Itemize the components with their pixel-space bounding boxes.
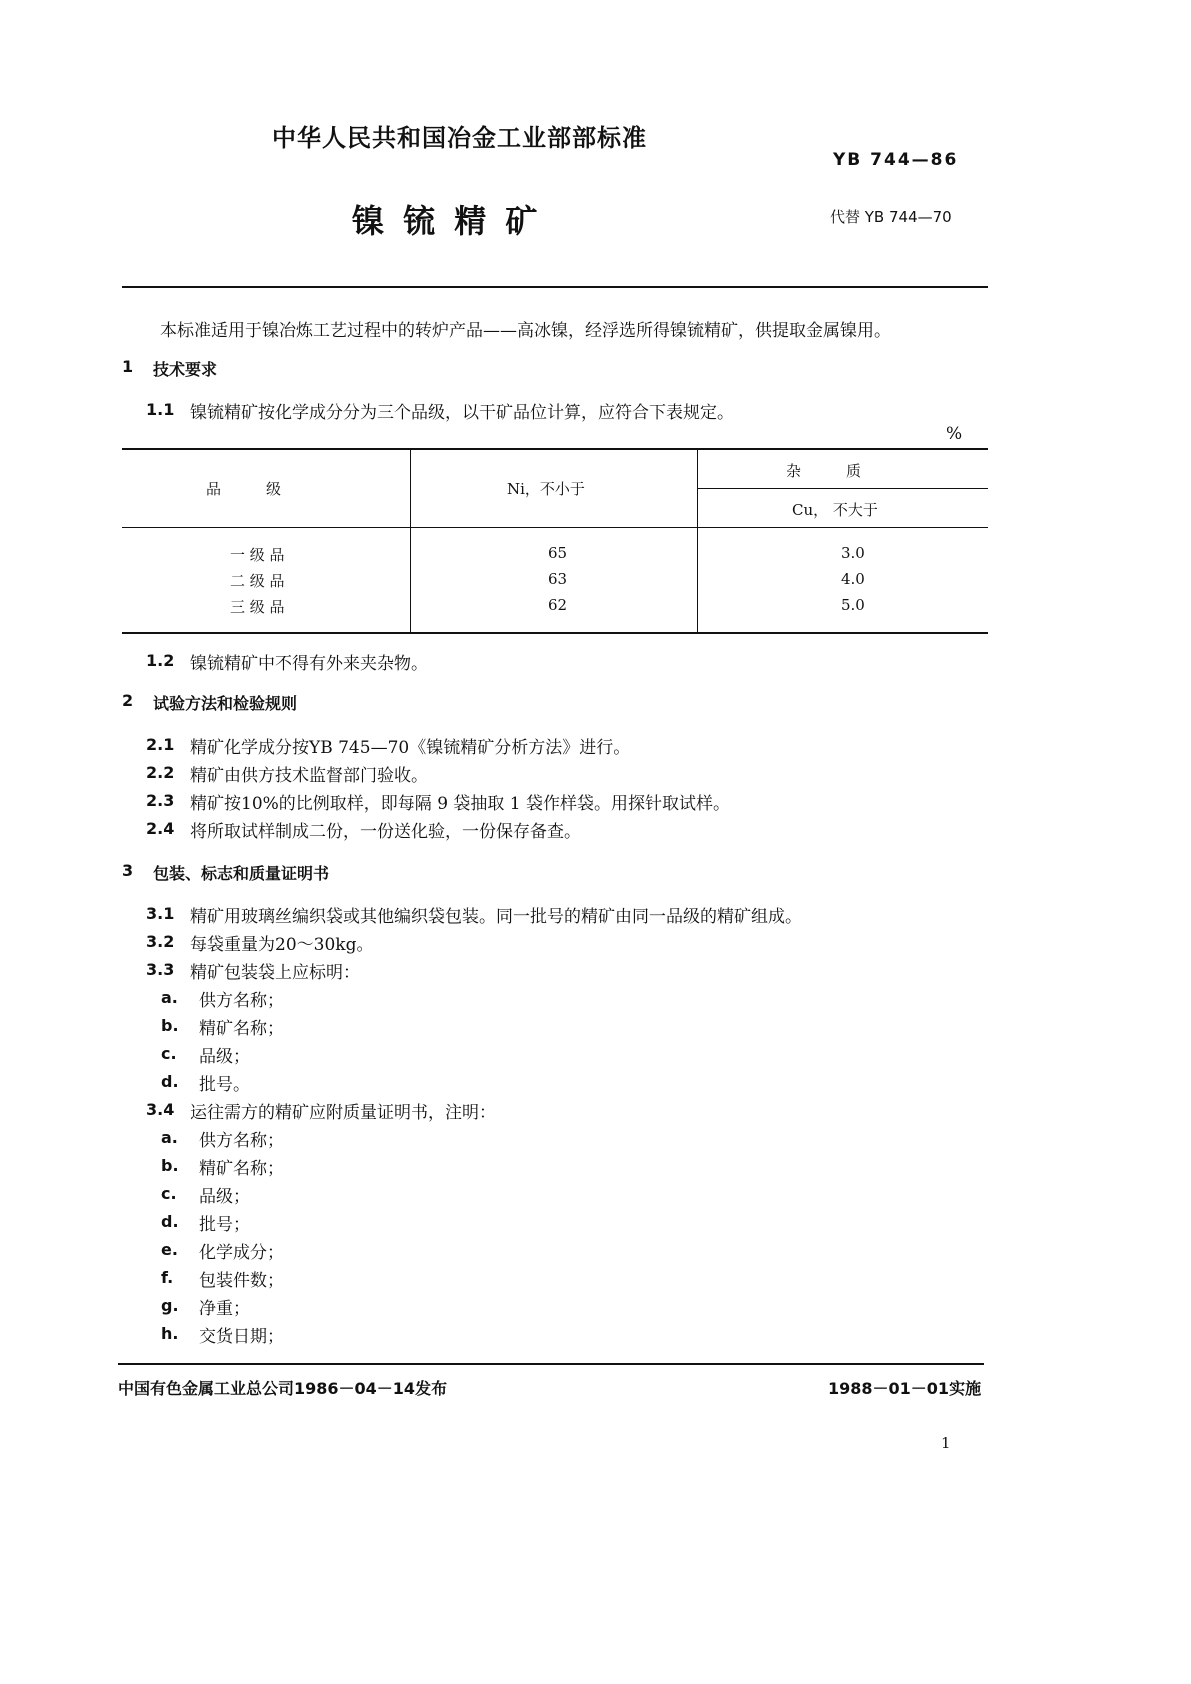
table-vline-2 <box>697 448 698 633</box>
table-row-3-ni: 62 <box>548 596 568 614</box>
table-row-3-cu: 5.0 <box>841 596 865 614</box>
list-item-letter: d. <box>161 1072 179 1091</box>
section-3-number: 3 <box>122 861 134 880</box>
list-item: 批号。 <box>199 1075 250 1095</box>
intro-paragraph: 本标准适用于镍冶炼工艺过程中的转炉产品——高冰镍，经浮选所得镍锍精矿，供提取金属镍用。 <box>160 321 891 341</box>
list-item-letter: c. <box>161 1184 177 1203</box>
clause-3-2-number: 3.2 <box>146 932 175 951</box>
list-item: 供方名称； <box>199 1131 284 1151</box>
clause-3-3-number: 3.3 <box>146 960 175 979</box>
header-rule <box>122 286 988 288</box>
list-item-letter: e. <box>161 1240 178 1259</box>
table-row-3-grade: 三 级 品 <box>230 598 285 616</box>
clause-3-1-text: 精矿用玻璃丝编织袋或其他编织袋包装。同一批号的精矿由同一品级的精矿组成。 <box>190 907 802 927</box>
table-sub-rule <box>698 488 988 489</box>
list-item: 批号； <box>199 1215 250 1235</box>
header-cu: Cu， 不大于 <box>792 501 878 519</box>
table-row-2-cu: 4.0 <box>841 570 865 588</box>
clause-3-4-text: 运往需方的精矿应附质量证明书，注明： <box>190 1103 496 1123</box>
clause-2-1-text: 精矿化学成分按YB 745—70《镍锍精矿分析方法》进行。 <box>190 738 631 758</box>
replaces-standard: 代替 YB 744—70 <box>830 208 952 226</box>
issue-info: 中国有色金属工业总公司1986－04－14发布 <box>118 1379 448 1398</box>
clause-3-1-number: 3.1 <box>146 904 175 923</box>
section-2-heading: 试验方法和检验规则 <box>153 694 298 713</box>
list-item: 交货日期； <box>199 1327 284 1347</box>
table-vline-1 <box>410 448 411 633</box>
list-item: 包装件数； <box>199 1271 284 1291</box>
unit-label: % <box>946 424 963 444</box>
list-item-letter: c. <box>161 1044 177 1063</box>
list-item: 精矿名称； <box>199 1159 284 1179</box>
section-2-number: 2 <box>122 691 134 710</box>
footer-rule <box>118 1363 984 1365</box>
table-bottom-rule <box>122 632 988 634</box>
table-row-2-ni: 63 <box>548 570 568 588</box>
list-item: 净重； <box>199 1299 250 1319</box>
clause-1-2-text: 镍锍精矿中不得有外来夹杂物。 <box>190 654 428 674</box>
header-impurity: 杂 质 <box>786 462 862 480</box>
page-number: 1 <box>941 1434 951 1452</box>
list-item-letter: h. <box>161 1324 179 1343</box>
clause-2-3-number: 2.3 <box>146 791 175 810</box>
clause-3-4-number: 3.4 <box>146 1100 175 1119</box>
clause-2-1-number: 2.1 <box>146 735 175 754</box>
list-item: 品级； <box>199 1187 250 1207</box>
list-item-letter: d. <box>161 1212 179 1231</box>
clause-3-2-text: 每袋重量为20～30kg。 <box>190 935 374 955</box>
table-row-1-ni: 65 <box>548 544 568 562</box>
clause-1-2-number: 1.2 <box>146 651 175 670</box>
document-title: 镍 锍 精 矿 <box>352 202 542 240</box>
list-item: 品级； <box>199 1047 250 1067</box>
list-item-letter: f. <box>161 1268 174 1287</box>
list-item: 精矿名称； <box>199 1019 284 1039</box>
list-item-letter: b. <box>161 1016 179 1035</box>
table-header-rule <box>122 527 988 528</box>
table-row-2-grade: 二 级 品 <box>230 572 285 590</box>
table-top-rule <box>122 448 988 450</box>
list-item-letter: g. <box>161 1296 179 1315</box>
standard-number: YB 744—86 <box>833 150 959 170</box>
clause-2-4-text: 将所取试样制成二份，一份送化验，一份保存备查。 <box>190 822 581 842</box>
list-item-letter: a. <box>161 988 178 1007</box>
section-1-heading: 技术要求 <box>153 360 218 379</box>
list-item-letter: b. <box>161 1156 179 1175</box>
issuing-agency: 中华人民共和国冶金工业部部标准 <box>272 124 647 152</box>
clause-2-2-number: 2.2 <box>146 763 175 782</box>
effective-date: 1988－01－01实施 <box>828 1379 982 1398</box>
list-item-letter: a. <box>161 1128 178 1147</box>
table-row-1-cu: 3.0 <box>841 544 865 562</box>
table-row-1-grade: 一 级 品 <box>230 546 285 564</box>
clause-2-2-text: 精矿由供方技术监督部门验收。 <box>190 766 428 786</box>
clause-3-3-text: 精矿包装袋上应标明： <box>190 963 360 983</box>
list-item: 供方名称； <box>199 991 284 1011</box>
header-grade: 品 级 <box>206 480 282 498</box>
list-item: 化学成分； <box>199 1243 284 1263</box>
section-1-number: 1 <box>122 357 134 376</box>
header-ni: Ni，不小于 <box>507 480 585 498</box>
clause-2-4-number: 2.4 <box>146 819 175 838</box>
section-3-heading: 包装、标志和质量证明书 <box>153 864 330 883</box>
clause-2-3-text: 精矿按10%的比例取样，即每隔 9 袋抽取 1 袋作样袋。用探针取试样。 <box>190 794 731 814</box>
clause-1-1-text: 镍锍精矿按化学成分分为三个品级，以干矿品位计算，应符合下表规定。 <box>190 403 734 423</box>
clause-1-1-number: 1.1 <box>146 400 175 419</box>
